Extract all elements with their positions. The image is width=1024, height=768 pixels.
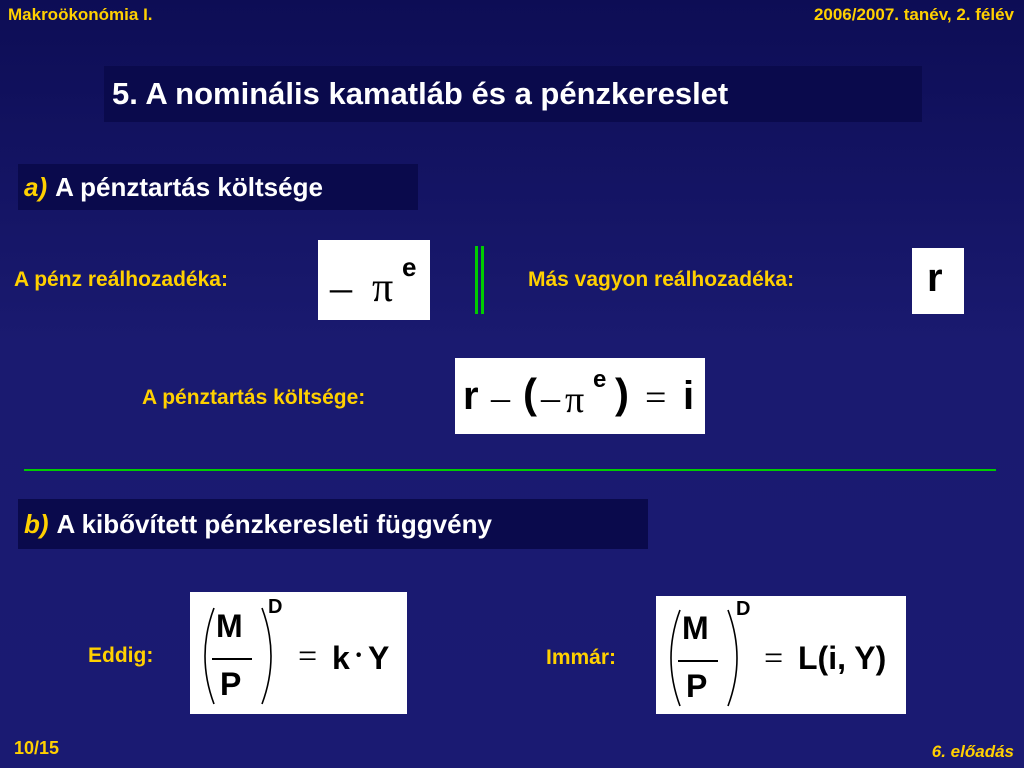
section-b-letter: b) [24, 508, 49, 539]
minus-sign: – [330, 263, 352, 312]
demand-superscript: D [268, 596, 283, 618]
formula-equals: = [645, 377, 667, 419]
section-a-letter: a) [24, 171, 48, 202]
assets-real-return-formula [912, 248, 964, 314]
comparison-bar [475, 246, 485, 314]
slide-title [104, 66, 922, 122]
term-label: 2006/2007. tanév, 2. félév [813, 5, 1014, 24]
fraction-numerator: M [682, 610, 709, 646]
formula-pi: π [565, 379, 585, 421]
section-b-heading [18, 499, 648, 549]
fraction-numerator: M [216, 608, 243, 644]
holding-cost-formula [455, 358, 705, 434]
demand-superscript: D [736, 598, 751, 620]
money-real-return-label: A pénz reálhozadéka: [14, 268, 228, 291]
formula-minus: – [491, 377, 510, 419]
formula-neg: – [541, 377, 560, 419]
coefficient-k: k [332, 640, 350, 676]
pi-symbol: π [372, 265, 394, 311]
income-y: Y [368, 640, 390, 676]
now-label: Immár: [546, 646, 617, 669]
formula-close-paren: ) [615, 370, 629, 417]
formula-open-paren: ( [523, 370, 537, 417]
equals-sign: = [298, 638, 318, 675]
lecture-label: 6. előadás [931, 742, 1014, 761]
before-label: Eddig: [88, 644, 154, 667]
fraction-denominator: P [220, 666, 242, 702]
holding-cost-label: A pénztartás költsége: [142, 386, 366, 409]
section-separator [24, 469, 996, 471]
fraction-line [678, 660, 718, 662]
money-real-return-formula [318, 240, 430, 320]
before-formula [190, 592, 407, 714]
multiply-dot: · [354, 640, 364, 671]
formula-r: r [463, 374, 479, 418]
now-formula [656, 596, 906, 714]
liquidity-function: L(i, Y) [798, 640, 887, 676]
section-a-title: A pénztartás költsége [55, 171, 323, 202]
fraction-denominator: P [686, 668, 708, 704]
slide-title-text: 5. A nominális kamatláb és a pénzkereslet [112, 76, 729, 111]
formula-superscript: e [593, 366, 607, 393]
page-number: 10/15 [14, 738, 60, 758]
fraction-line [212, 658, 252, 660]
real-rate-symbol: r [927, 256, 943, 300]
expectation-superscript: e [402, 252, 417, 282]
assets-real-return-label: Más vagyon reálhozadéka: [528, 268, 795, 291]
equals-sign: = [764, 640, 784, 677]
formula-i: i [683, 374, 695, 418]
section-b-title: A kibővített pénzkeresleti függvény [56, 508, 492, 539]
section-a-heading [18, 164, 418, 210]
course-name: Makroökonómia I. [8, 5, 153, 24]
